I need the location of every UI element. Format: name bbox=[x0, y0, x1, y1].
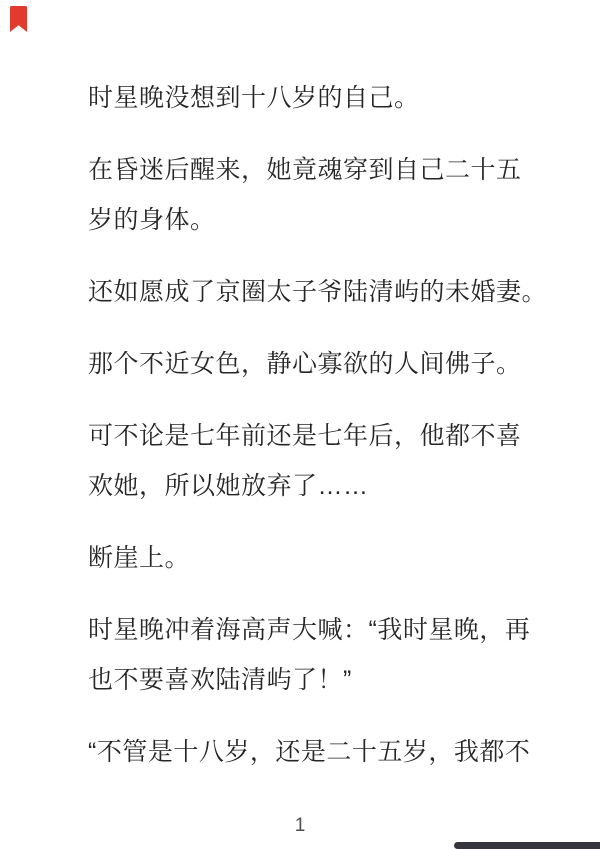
text-line: 岁的身体。 bbox=[88, 206, 216, 234]
paragraph bbox=[88, 605, 560, 705]
text-line: 可不论是七年前还是七年后，他都不喜 bbox=[88, 422, 522, 450]
text-line: 也不要喜欢陆清屿了！” bbox=[88, 666, 352, 694]
text-line: 那个不近女色，静心寡欲的人间佛子。 bbox=[88, 350, 522, 378]
bookmark-icon bbox=[10, 6, 27, 32]
text-line: 欢她，所以她放弃了…… bbox=[88, 472, 369, 500]
paragraph bbox=[88, 145, 560, 245]
text-line: “不管是十八岁，还是二十五岁，我都不 bbox=[88, 738, 531, 766]
text-line: 时星晚没想到十八岁的自己。 bbox=[88, 84, 420, 112]
paragraph bbox=[88, 339, 560, 389]
page-number: 1 bbox=[294, 815, 306, 836]
paragraph bbox=[88, 533, 560, 583]
video-progress-bar[interactable] bbox=[454, 842, 600, 849]
paragraph bbox=[88, 73, 560, 123]
paragraph bbox=[88, 411, 560, 511]
text-line: 还如愿成了京圈太子爷陆清屿的未婚妻。 bbox=[88, 278, 548, 306]
paragraph bbox=[88, 267, 560, 317]
novel-text-body bbox=[88, 73, 560, 799]
text-line: 断崖上。 bbox=[88, 544, 191, 572]
paragraph bbox=[88, 727, 560, 777]
text-line: 时星晚冲着海高声大喊：“我时星晚，再 bbox=[88, 616, 531, 644]
text-line: 在昏迷后醒来，她竟魂穿到自己二十五 bbox=[88, 156, 522, 184]
